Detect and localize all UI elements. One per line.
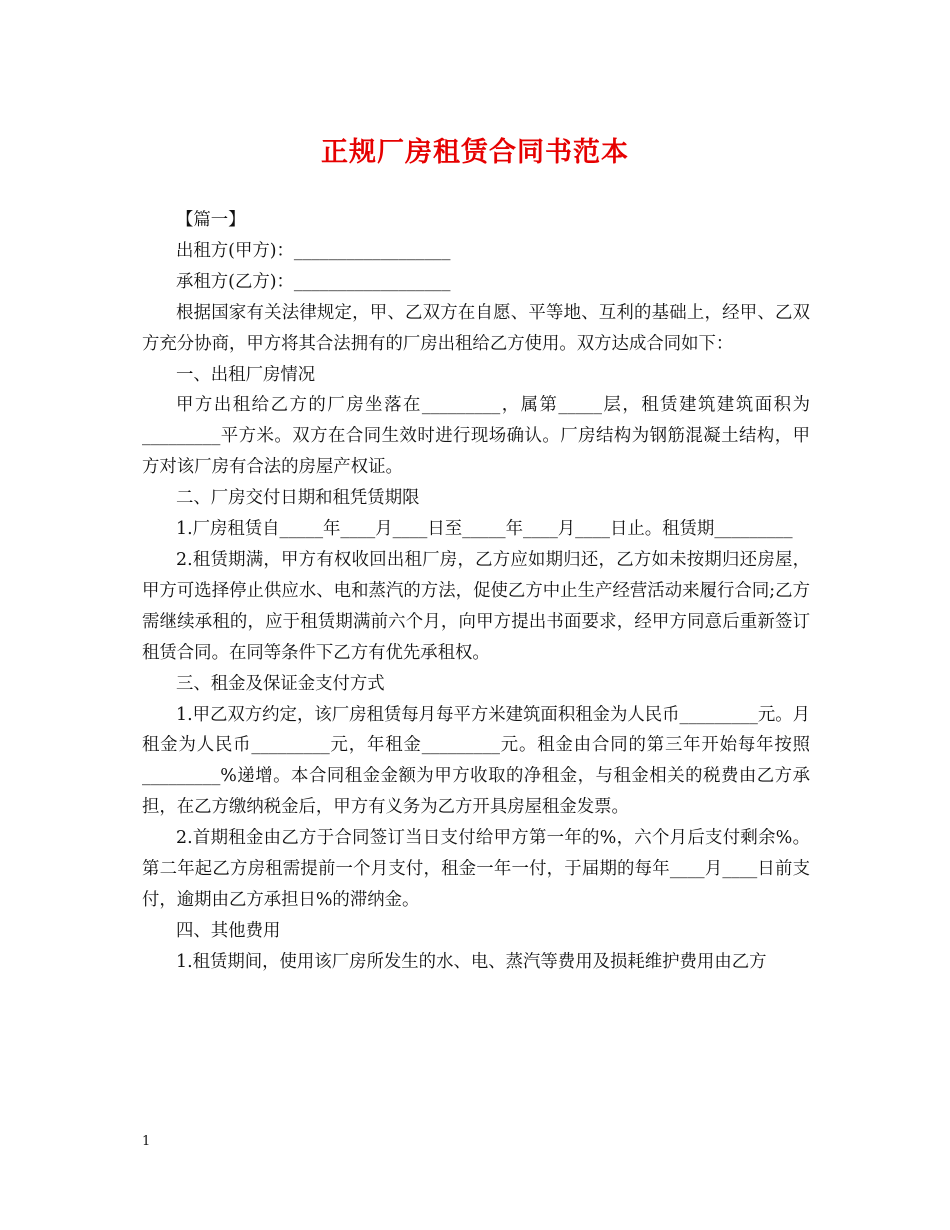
lessor-field: 出租方(甲方)：__________________ bbox=[176, 240, 451, 261]
page-number: 1 bbox=[142, 1134, 151, 1149]
paragraph: 甲方出租给乙方的厂房坐落在_________，属第_____层，租赁建筑建筑面积为_________平方米。双方在合同生效时进行现场确认。厂房结构为钢筋混凝土结构，甲方对该厂房有合法的房屋产权证。 bbox=[142, 395, 810, 478]
paragraph: 1.租赁期间，使用该厂房所发生的水、电、蒸汽等费用及损耗维护费用由乙方 bbox=[176, 951, 767, 972]
section-label: 【篇一】 bbox=[176, 210, 246, 230]
lessee-field: 承租方(乙方)：__________________ bbox=[176, 271, 451, 292]
paragraph: 2.首期租金由乙方于合同签订当日支付给甲方第一年的%，六个月后支付剩余%。第二年起乙方房租需提前一个月支付，租金一年一付，于届期的每年____月____日前支付，逾期由乙方承担日%的滞纳金。 bbox=[142, 828, 810, 910]
paragraph: 2.租赁期满，甲方有权收回出租厂房，乙方应如期归还，乙方如未按期归还房屋，甲方可选择停止供应水、电和蒸汽的方法，促使乙方中止生产经营活动来履行合同;乙方需继续承租的，应于租赁期满前六个月，向甲方提出书面要求，经甲方同意后重新签订租赁合同。在同等条件下乙方有优先承租权。 bbox=[142, 549, 810, 663]
heading-3: 三、租金及保证金支付方式 bbox=[176, 673, 385, 694]
paragraph: 1.厂房租赁自_____年____月____日至_____年____月____日止。租赁期_________ bbox=[176, 519, 793, 540]
heading-1: 一、出租厂房情况 bbox=[176, 364, 316, 385]
preamble-paragraph: 根据国家有关法律规定，甲、乙双方在自愿、平等地、互利的基础上，经甲、乙双方充分协商，甲方将其合法拥有的厂房出租给乙方使用。双方达成合同如下： bbox=[142, 302, 810, 354]
heading-2: 二、厂房交付日期和租凭赁期限 bbox=[176, 488, 420, 509]
document-body bbox=[142, 205, 810, 978]
heading-4: 四、其他费用 bbox=[176, 920, 281, 941]
document-title: 正规厂房租赁合同书范本 bbox=[321, 137, 629, 168]
paragraph: 1.甲乙双方约定，该厂房租赁每月每平方米建筑面积租金为人民币_________元。月租金为人民币_________元，年租金_________元。租金由合同的第三年开始每年按照_________%递增。本合同租金金额为甲方收取的净租金，与租金相关的税费由乙方承担，在乙方缴纳税金后，甲方有义务为乙方开具房屋租金发票。 bbox=[142, 704, 810, 818]
